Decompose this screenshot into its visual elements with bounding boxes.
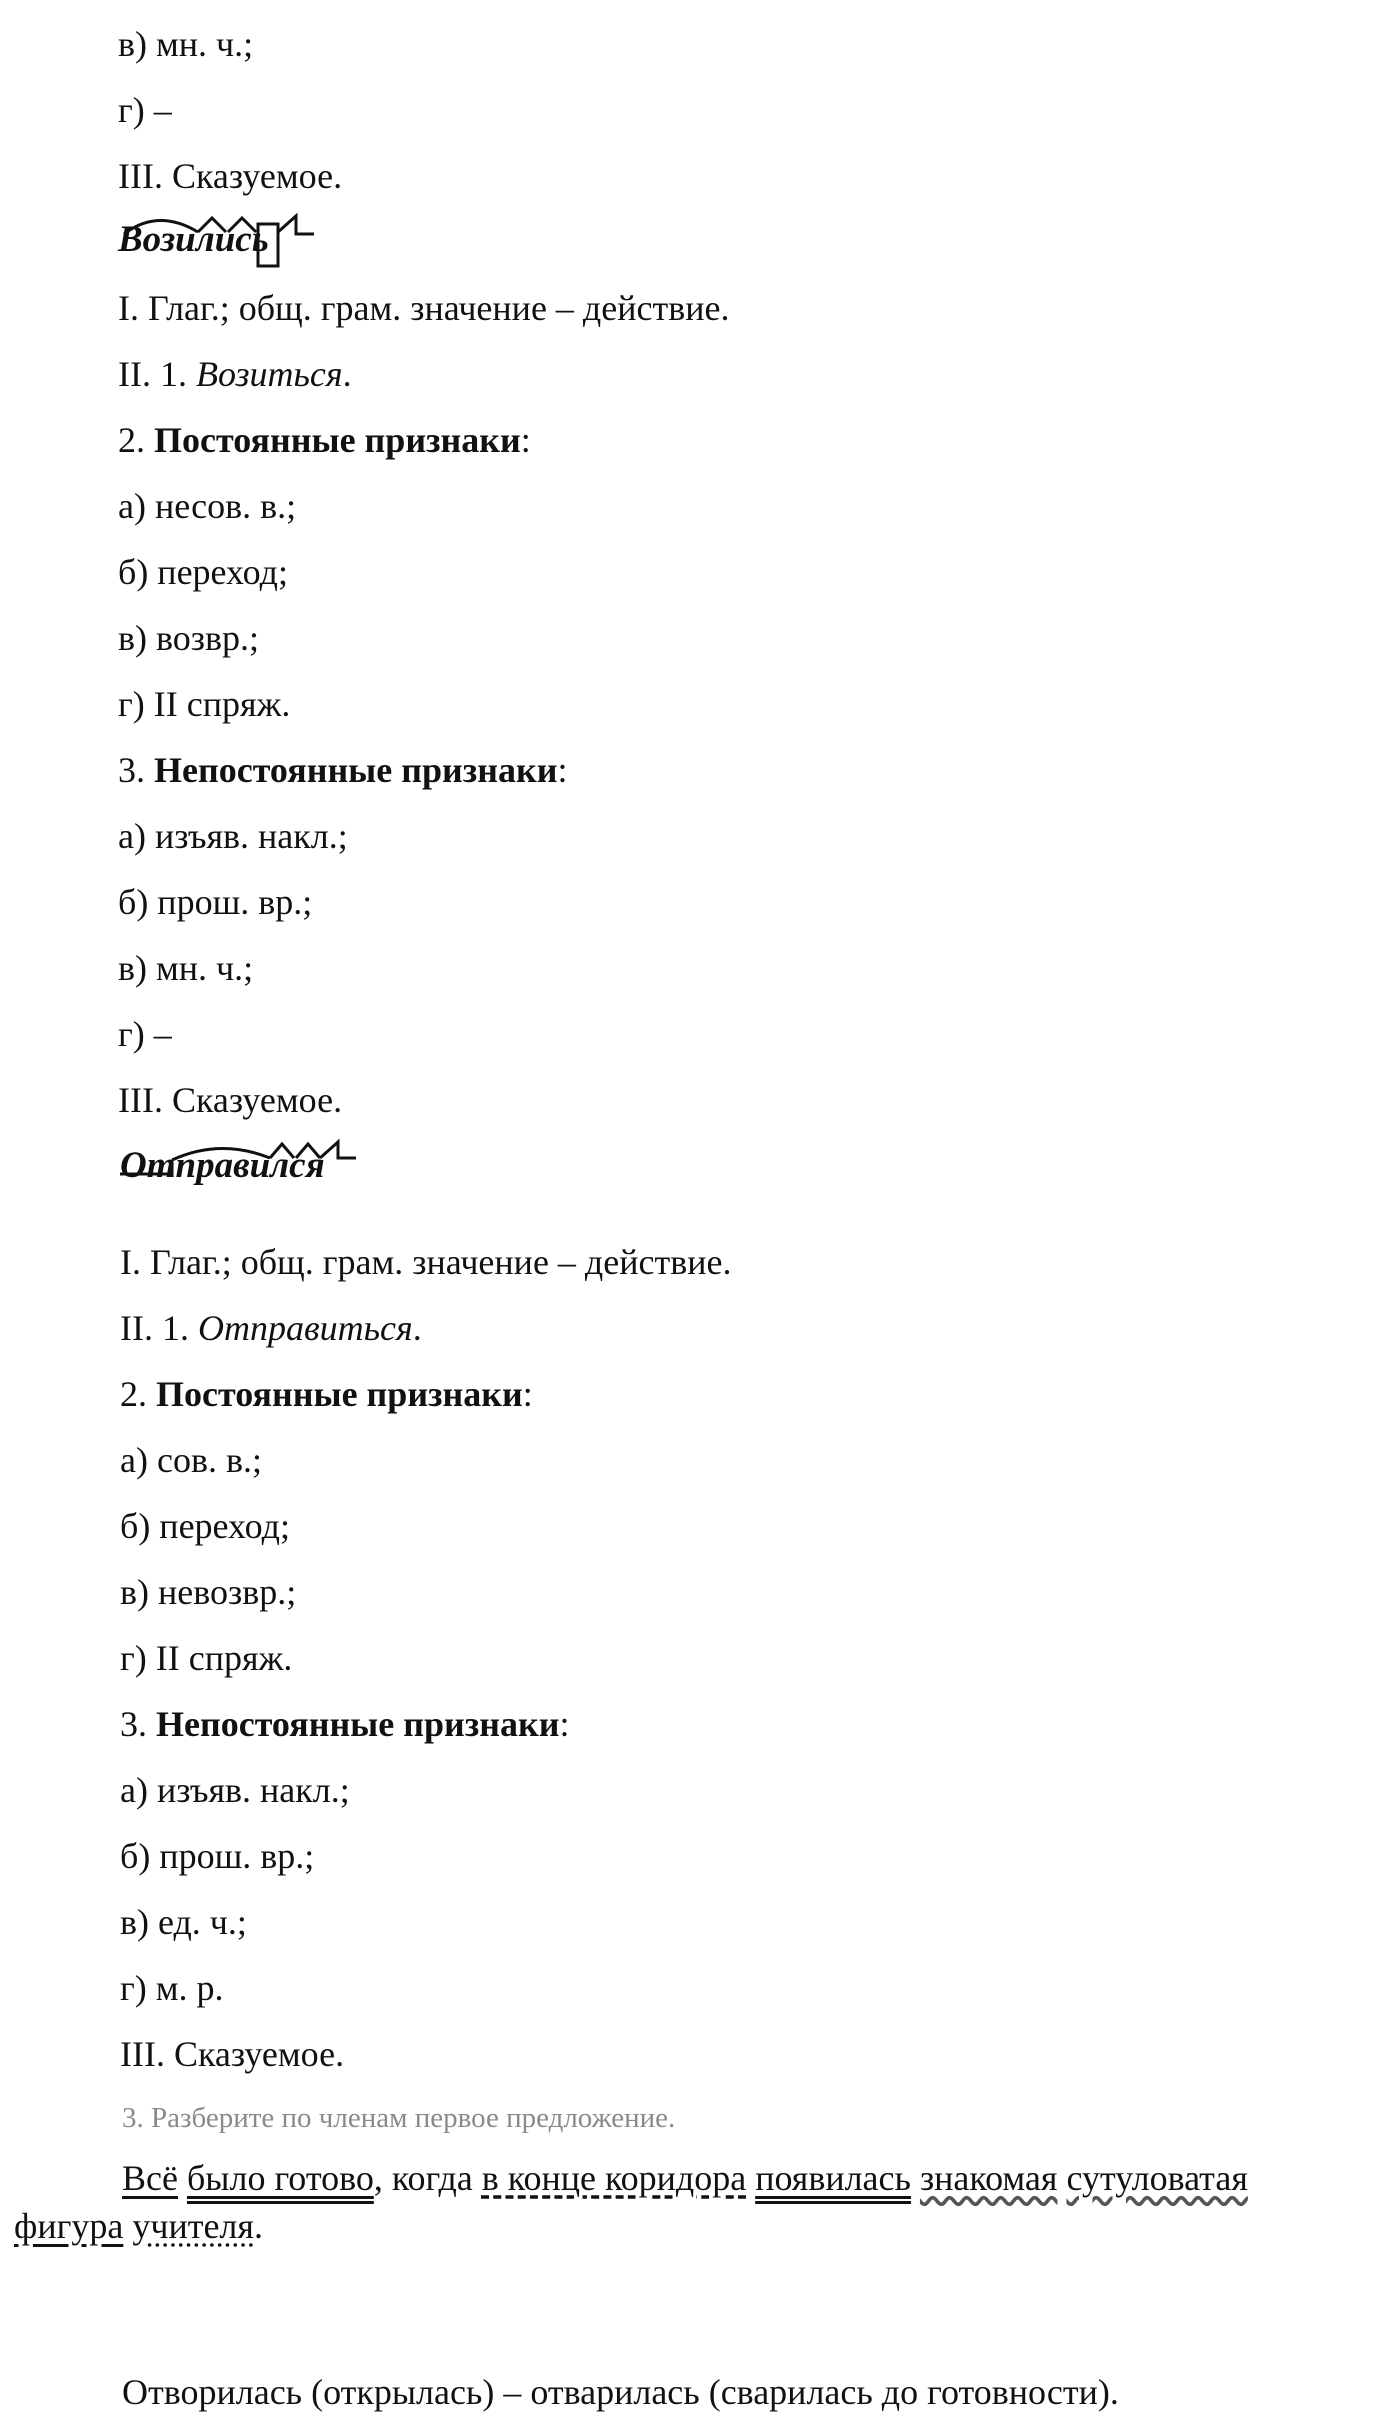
w2-line-part-of-speech: I. Глаг.; общ. грам. значение – действие. bbox=[120, 1242, 732, 1282]
w1-line-initial-form: II. 1. Возиться. bbox=[118, 354, 352, 394]
w2-line-variable-heading: 3. Непостоянные признаки: bbox=[120, 1704, 570, 1744]
w2-line-reflexive: в) невозвр.; bbox=[120, 1572, 297, 1612]
w1-line-aspect: а) несов. в.; bbox=[118, 486, 297, 526]
adverbial-place: в конце коридора bbox=[481, 2158, 747, 2198]
task-instruction: 3. Разберите по членам первое предложение. bbox=[122, 2102, 676, 2134]
attribute-1: знакомая bbox=[919, 2158, 1058, 2198]
ending-box bbox=[258, 224, 278, 266]
w1-line-part-of-speech: I. Глаг.; общ. грам. значение – действие. bbox=[118, 288, 730, 328]
w1-line-conjugation: г) II спряж. bbox=[118, 684, 291, 724]
w2-line-gender: г) м. р. bbox=[120, 1968, 224, 2008]
line-gender-dash: г) – bbox=[118, 90, 172, 130]
word-heading-vozilis bbox=[118, 218, 269, 262]
w1-line-gender: г) – bbox=[118, 1014, 172, 1054]
postfix-mark bbox=[278, 216, 314, 234]
word-title: Возились bbox=[118, 219, 269, 260]
word-title: Отправился bbox=[120, 1145, 325, 1186]
w1-line-variable-heading: 3. Непостоянные признаки: bbox=[118, 750, 568, 790]
w1-line-constant-heading: 2. Постоянные признаки: bbox=[118, 420, 531, 460]
parsed-sentence: Всё было готово, когда в конце коридора появилась знакомая сутуловатая фигура учителя. bbox=[14, 2158, 1248, 2246]
suffix-caret-1 bbox=[270, 1144, 294, 1158]
w2-line-tense: б) прош. вр.; bbox=[120, 1836, 315, 1876]
w2-line-constant-heading: 2. Постоянные признаки: bbox=[120, 1374, 533, 1414]
line-number-plural: в) мн. ч.; bbox=[118, 24, 254, 64]
w2-line-mood: а) изъяв. накл.; bbox=[120, 1770, 350, 1810]
subject-2: фигура bbox=[14, 2206, 124, 2246]
suffix-caret-2 bbox=[296, 1144, 320, 1158]
w1-line-reflexive: в) возвр.; bbox=[118, 618, 259, 658]
w1-line-number: в) мн. ч.; bbox=[118, 948, 254, 988]
attribute-2: сутуловатая bbox=[1066, 2158, 1248, 2198]
predicate-2: появилась bbox=[755, 2158, 911, 2198]
w2-line-syntax-role: III. Сказуемое. bbox=[120, 2034, 345, 2074]
w2-line-aspect: а) сов. в.; bbox=[120, 1440, 262, 1480]
w2-line-transitivity: б) переход; bbox=[120, 1506, 290, 1546]
w1-line-transitivity: б) переход; bbox=[118, 552, 288, 592]
w1-line-tense: б) прош. вр.; bbox=[118, 882, 313, 922]
postfix-mark bbox=[320, 1142, 356, 1158]
w1-line-mood: а) изъяв. накл.; bbox=[118, 816, 348, 856]
paronyms-line: Отворилась (открылась) – отварилась (сварилась до готовности). bbox=[122, 2372, 1119, 2412]
subject-1: Всё bbox=[122, 2158, 178, 2198]
morpheme-marks bbox=[118, 204, 318, 264]
morpheme-marks bbox=[120, 1130, 360, 1200]
root-arc bbox=[172, 1148, 270, 1160]
line-predicate: III. Сказуемое. bbox=[118, 156, 343, 196]
w1-line-syntax-role: III. Сказуемое. bbox=[118, 1080, 343, 1120]
w2-line-number: в) ед. ч.; bbox=[120, 1902, 247, 1942]
root-arc bbox=[124, 220, 198, 234]
word-heading-otpravilsya bbox=[120, 1144, 325, 1188]
suffix-caret-1 bbox=[198, 218, 226, 232]
prefix-mark bbox=[120, 1164, 172, 1174]
w2-line-conjugation: г) II спряж. bbox=[120, 1638, 293, 1678]
attribute-3: учителя bbox=[132, 2206, 254, 2246]
w2-line-initial-form: II. 1. Отправиться. bbox=[120, 1308, 422, 1348]
suffix-caret-2 bbox=[228, 218, 256, 232]
predicate-1: было готово bbox=[186, 2158, 374, 2198]
